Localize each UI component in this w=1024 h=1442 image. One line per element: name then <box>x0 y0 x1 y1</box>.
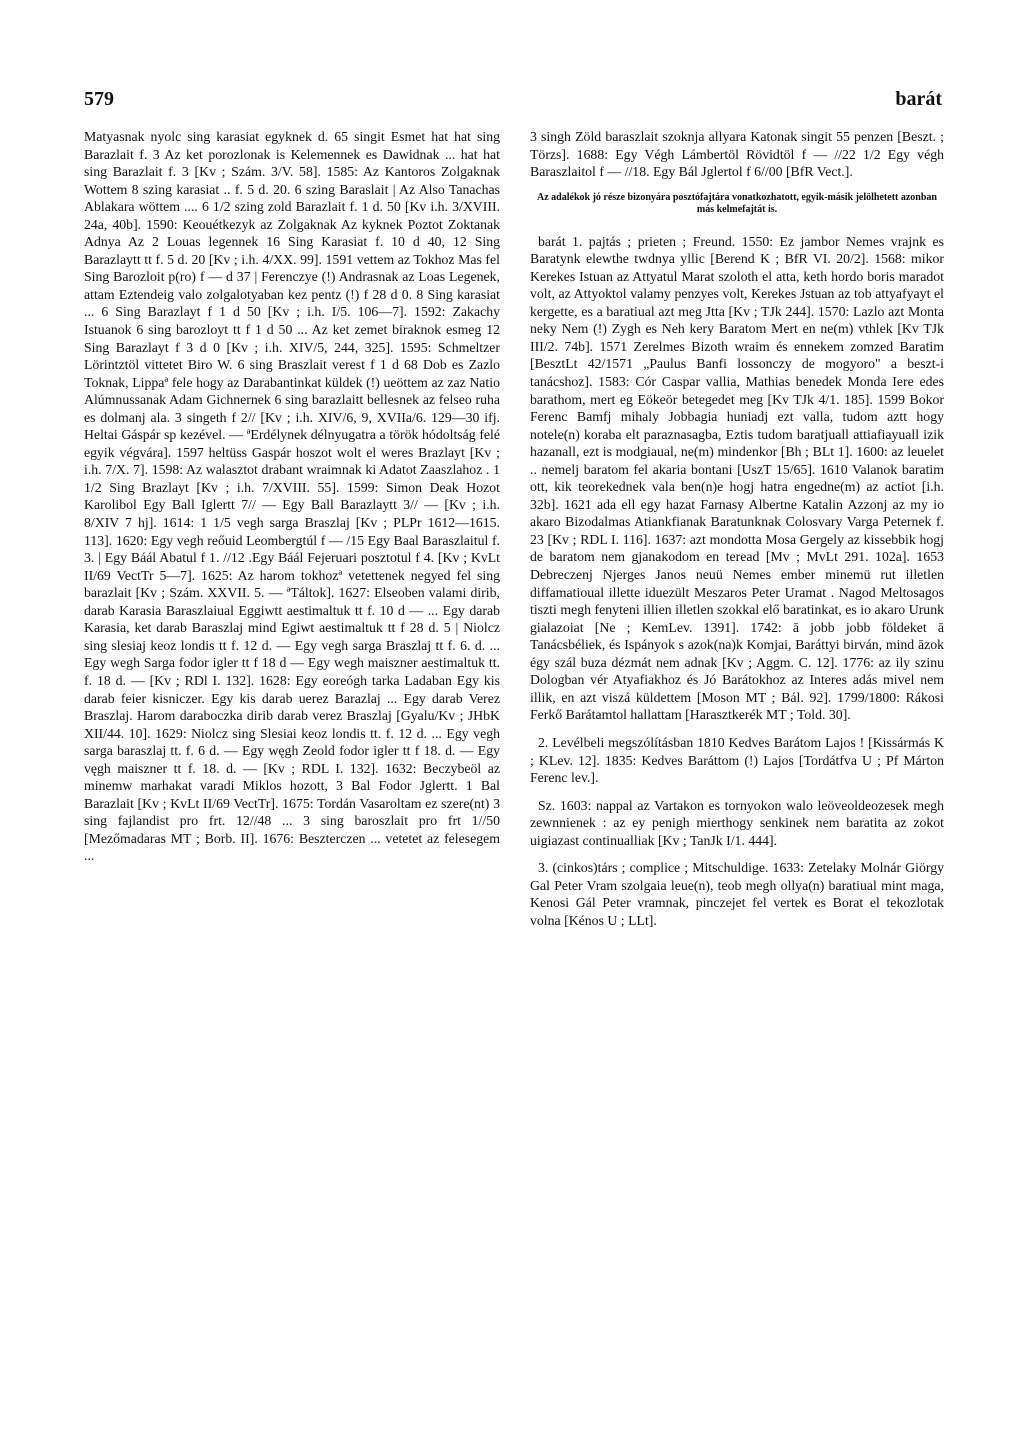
sense-3: 3. (cinkos)társ ; complice ; Mitschuldige. 1633: Zetelaky Molnár Giörgy Gal Peter Vram szolgaia leue(n), teob megh ollya(n) baratiual mint maga, Kenosi Gál Peter vramnak, pinczejet fel vertek es Borat el tekozlotak volna [Kénos U ; LLt]. <box>530 860 944 928</box>
page-number: 579 <box>84 88 114 110</box>
running-head: barát <box>895 88 942 110</box>
left-column-text: Matyasnak nyolc sing karasiat egyknek d. 65 singit Esmet hat hat sing Barazlait f. 3 Az ket porozlonak is Kelemennek es Dawidnak ... hat hat sing Barazlait f. 3 [Kv ; Szám. 3/V. 58]. 1585: Az Kantoros Zolgaknak Wottem 8 szing karasiat .. f. 5 d. 20. 6 szing Baraslait | Az Also Tanachas Ablakara wöttem .... 6 1/2 szing zold Barazlait f. 1 d. 50 [Kv i.h. 3/XVIII. 24a, 40b]. 1590: Keouétkezyk az Zolgaknak Az kyknek Poztot Zoktanak Adnya Az 2 Louas legennek 16 Sing Karasiat f. 10 d 40, 12 Sing Barazlaytt tt f. 5 d. 20 [Kv ; i.h. 4/XX. 99]. 1591 vettem az Tokhoz Mas fel Sing Barozloit p(ro) f — d 37 | Ferenczye (!) Andrasnak az Loas Legenek, attam Eztendeig valo zolgalotyaban kez pentz (!) f 28 d 0. 8 Sing karasiat ... 6 Sing Barazlayt f 1 d 50 [Kv ; i.h. I/5. 106—7]. 1592: Zakachy Istuanok 6 sing barozloyt tt f 1 d 50 ... Az ket zemet biraknok esmeg 12 Sing Barazlayt f 3 d 0 [Kv ; i.h. XIV/5, 244, 325]. 1595: Schmeltzer Lörintztöl vittetet Biro W. 6 sing Braszlait verest f 1 d 68 Dob es Zazlo Toknak, Lippaª fele hogy az Darabantinkat küldek (!) ueöttem az zaz Natio Alúmnussanak Adam Gichnernek 6 sing barazlaitt bellesnek az felseo ruha es dolmanj ala. 3 singeth f 2// [Kv ; i.h. XIV/6, 9, XVIIa/6. 129—30 ifj. Heltai Gáspár sp kezével. — ªErdélynek délnyugatra a török hódoltság felé egyik végvára]. 1597 heltüss Gaspár hoszot wolt el weres Brazlayt [Kv ; i.h. 7/X. 7]. 1598: Az walasztot drabant wraimnak ki Adatot Zaaszlahoz . 1 1/2 Sing Brazlayt [Kv ; i.h. 7/XVIII. 55]. 1599: Simon Deak Hozot Karolibol Egy Ball Iglertt 7// — Egy Ball Barazlaytt 3// — [Kv ; i.h. 8/XIV 7 hj]. 1614: 1 1/5 vegh sarga Braszlaj [Kv ; PLPr 1612—1615. 113]. 1620: Egy vegh reőuid Leombergtúl f — /15 Egy Baal Baraszlaitul f. 3. | Egy Báál Abatul f 1. //12 .Egy Báál Fejeruari posztotul f 4. [Kv ; KvLt II/69 VectTr 5—7]. 1625: Az harom tokhozª vetettenek negyed fel sing barazlait [Kv ; Szám. XXVII. 5. — ªTáltok]. 1627: Elseoben valami dirib, darab Karasia Baraszlaiual Eggiwtt aestimaltuk tt f. 10 d — ... Egy darab Karasia, ket darab Baraszlaj mind Egiwt aestimaltuk tt f 28 d. 5 | Niolcz sing slesiaj keoz londis tt f. 12 d. — Egy vegh sarga Braszlaj tt f. 6. d. ... Egy wegh Sarga fodor igler tt f 18 d — Egy wegh maiszner aestimaltuk tt. f. 18 d. — [Kv ; RDl I. 132]. 1628: Egy eoreógh tarka Ladaban Egy kis darab feier kisniczer. Egy kis darab uerez Barazlaj ... Egy darab Verez Braszlaj. Harom daraboczka dirib darab verez Braszlaj [Gyalu/Kv ; JHbK XII/44. 10]. 1629: Niolcz sing Slesiai keoz londis tt. f. 12 d. ... Egy vegh sarga baraszlaj tt. f. 6 d. — Egy węgh Zeold fodor igler tt f 18. d. — Egy vęgh maiszner tt f. 18. d. — [Kv ; RDL I. 132]. 1632: Beczybeöl az minemw marhakat varadi Miklos hozott, 3 Bal Fodor Jglertt. 1 Bal Barazlait [Kv ; KvLt II/69 VectTr]. 1675: Tordán Vasaroltam ez szere(nt) 3 sing fajlandist pro frt. 12//48 ... 3 sing baroszlait pro frt 1//50 [Mezőmadaras MT ; Borb. II]. 1676: Beszterczen ... vetetet az felesegem ... <box>84 129 500 864</box>
right-column <box>530 128 944 929</box>
sense-sz: Sz. 1603: nappal az Vartakon es tornyokon walo leöveoldeozesek megh zewnnienek : az ey penigh mierthogy senkinek nem baratita az zokot uigiazast continualliak [Kv ; TanJk I/1. 444]. <box>530 797 944 848</box>
editorial-note: Az adalékok jó része bizonyára posztófajtára vonatkozhatott, egyik-másik jelölhetett azonban más kelmefajtát is. <box>537 191 937 215</box>
sense-1: barát 1. pajtás ; prieten ; Freund. 1550: Ez jambor Nemes vrajnk es Baratynk elewthe twdnya yllic [Berend K ; BfR VI. 20/2]. 1568: mikor Kerekes Istuan az Attyatul Marat szoloth el atta, keth hordo boris maradot volt, az Attyoktol valamy penzyes volt, Kerekes Jstuan az tob attyafyayt el kergette, es a baratiual azt meg Jtta [Kv ; TJk 244]. 1570: Lazlo azt Monta neky Nem (!) Zygh es Neh kery Baratom Mert en ne(m) vthlek [Kv TJk III/2. 74b]. 1571 Zerelmes Bizoth wraim és ennekem zomzed Baratim [BesztLt 42/1571 „Paulus Banfi lossonczy de mogyoro" a beszt-i tanácshoz]. 1583: Cór Caspar vallia, Mathias benedek Monda Iere edes barathom, mert eg Eökeör betegedet meg [Kv TJk 4/1. 185]. 1599 Bokor Ferenc Bamfj mihaly Jobbagia huniadj ezt valla, tudom aztt hogy notele(n) koraba elt paraznasagba, Eztis tudom baratjuall attiafiayuall izik hazanall, ezt is modgiaual, ne(m) mindenkor [Bh ; BLt 1]. 1600: az leuelet .. nemelj baratom fel akaria bontani [UszT 15/65]. 1610 Valanok baratim ott, kik teorekednek vala ben(n)e hogj hatra engedne(m) az actiot [i.h. 32b]. 1621 ada ell egy hazat Farnasy Albertne Katalin Azzonj az my io akaro Bizodalmas Atiankfianak Baratunknak Colosvary Varga Peternek f. 23 [Kv ; RDL I. 116]. 1637: azt mondotta Mosa Gergely az kissebbik hogj de baratom nem gjanakodom en teread [Mv ; MvLt 291. 102a]. 1653 Debreczenj Njerges Janos neuü Nemes ember minemü rut illetlen diffamatioual illette iduezült Meszaros Peter Uramat . Nagod Meltosagos tiszti megh fenyteni illien illetlen szokkal elő baratinkat, es io akaro Urunk gialazoiat [Ne ; KemLev. 1391]. 1742: ā jobb jobb földeket ā Tanácsbéliek, és Ispányok s azok(na)k Komjai, Baráttyi birván, mind āzok égy szál buza dézmát nem adnak [Kv ; Aggm. C. 12]. 1776: az ily szinu Dologban vér Atyafiakhoz és Jó Barátokhoz az Interes adás mivel nem illik, en azt viszá küldettem [Moson MT ; Bál. 92]. 1799/1800: Rákosi Ferkő Barátamtol hallattam [Harasztkerék MT ; Told. 30]. <box>530 233 944 723</box>
page-header <box>84 88 942 118</box>
left-column <box>84 128 500 865</box>
sense-2: 2. Levélbeli megszólításban 1810 Kedves Barátom Lajos ! [Kissármás K ; KLev. 12]. 1835: Kedves Baráttom (!) Lajos [Tordátfva U ; Pf Márton Ferenc lev.]. <box>530 734 944 786</box>
entry-continuation: 3 singh Zöld baraszlait szoknja allyara Katonak singit 55 penzen [Beszt. ; Törzs]. 1688: Egy Végh Lámbertöl Rövidtöl f — //22 1/2 Egy végh Baraszlaitol f — //18. Egy Bál Jglertol f 6//00 [BfR Vect.]. <box>530 129 944 180</box>
